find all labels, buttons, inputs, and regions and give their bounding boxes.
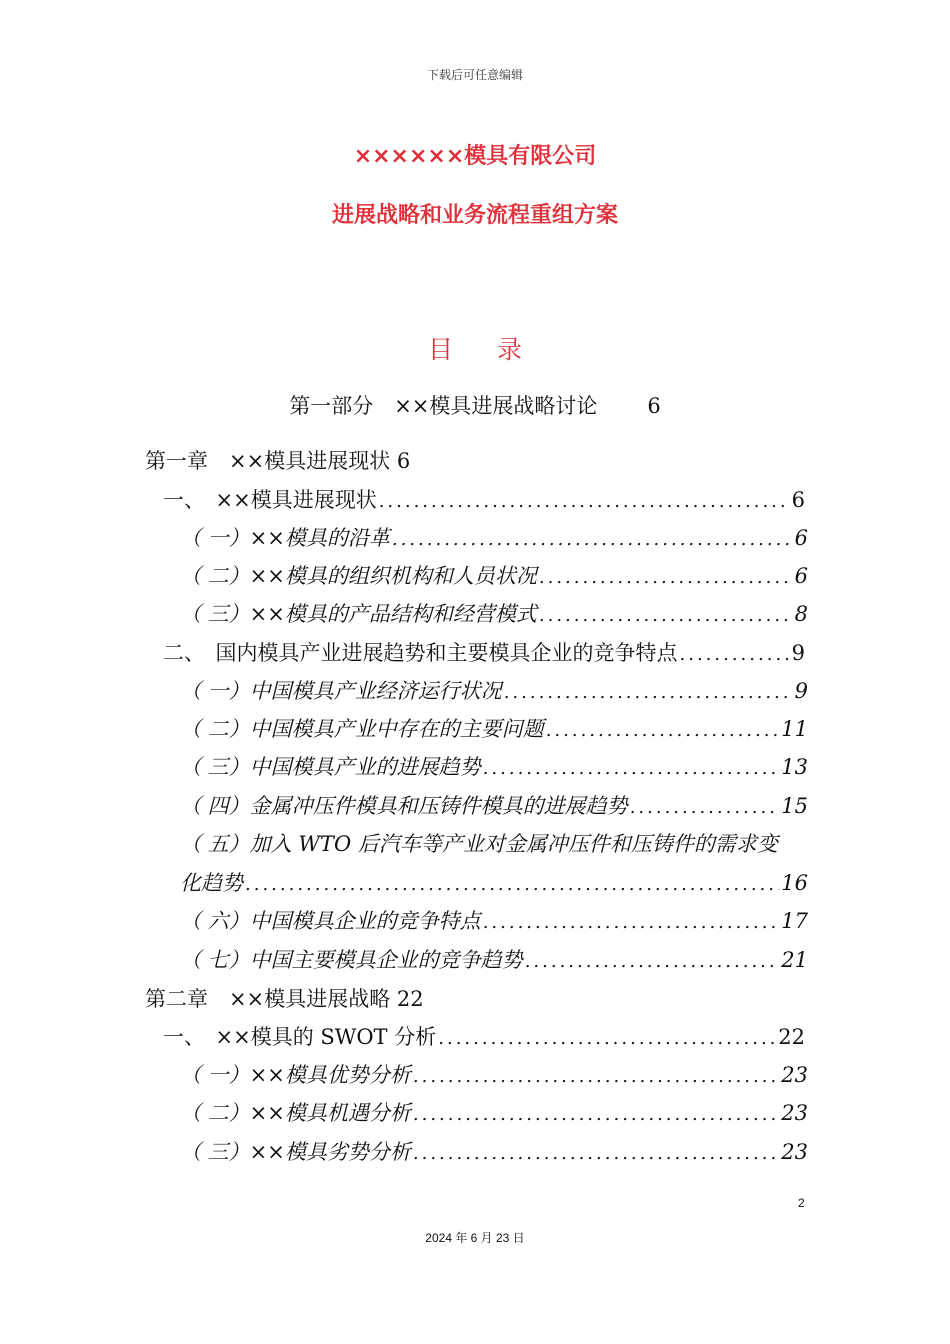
toc-leader-dots	[392, 526, 793, 554]
toc-entry-text: （ 二）中国模具产业中存在的主要问题	[180, 717, 544, 741]
toc-entry-page: 23	[781, 1101, 808, 1125]
toc-entry-page: 9	[791, 641, 805, 665]
toc-entry[interactable]	[163, 1023, 805, 1053]
toc-entry-text: （ 七）中国主要模具企业的竞争趋势	[180, 948, 523, 972]
toc-entry-page: 23	[781, 1140, 808, 1164]
toc-entry[interactable]	[180, 946, 808, 976]
toc-entry-page: 8	[794, 602, 808, 626]
toc-entry-page: 9	[794, 679, 808, 703]
toc-entry-text: （ 二）××模具的组织机构和人员状况	[180, 564, 537, 588]
toc-entry-text: 二、 国内模具产业进展趋势和主要模具企业的竞争特点	[163, 641, 678, 665]
toc-entry[interactable]	[180, 562, 808, 592]
toc-entry-page: 13	[781, 755, 808, 779]
toc-leader-dots	[680, 641, 790, 669]
toc-leader-dots	[413, 1063, 779, 1091]
toc-entry-text: （ 三）××模具劣势分析	[180, 1140, 411, 1164]
toc-entry-page: 6	[794, 564, 808, 588]
toc-entry-text: （ 四）金属冲压件模具和压铸件模具的进展趋势	[180, 794, 628, 818]
toc-leader-dots	[630, 794, 780, 822]
toc-entry[interactable]	[180, 792, 808, 822]
toc-entry-text: 一、 ××模具的 SWOT 分析	[163, 1025, 437, 1049]
toc-entry[interactable]	[180, 907, 808, 937]
toc-leader-dots	[245, 871, 779, 899]
toc-entry[interactable]	[180, 715, 808, 745]
toc-entry-text: （ 一）××模具优势分析	[180, 1063, 411, 1087]
toc-entry[interactable]	[180, 1061, 808, 1091]
toc-entry[interactable]	[180, 1138, 808, 1168]
footer-date: 2024 年 6 月 23 日	[425, 1231, 525, 1245]
toc-entry-page: 21	[781, 948, 808, 972]
toc-entry-page: 17	[781, 909, 808, 933]
toc-entry-page: 22	[778, 1025, 805, 1049]
toc-entry-text: 一、 ××模具进展现状	[163, 488, 377, 512]
toc-leader-dots	[546, 717, 780, 745]
toc-entry[interactable]	[180, 1099, 808, 1129]
toc-entry[interactable]	[180, 753, 808, 783]
toc-leader-dots	[525, 948, 780, 976]
toc-entry[interactable]	[163, 486, 805, 516]
toc-entry-page: 15	[781, 794, 808, 818]
toc-entry-text: （ 三）××模具的产品结构和经营模式	[180, 602, 537, 626]
toc-leader-dots	[379, 488, 790, 516]
toc-leader-dots	[483, 755, 780, 783]
toc-entry[interactable]	[180, 869, 808, 899]
toc-entry-page: 6	[791, 488, 805, 512]
page-number: 2	[798, 1196, 805, 1210]
toc-leader-dots	[483, 909, 780, 937]
toc-entry-page: 6	[794, 526, 808, 550]
toc-entry[interactable]	[180, 677, 808, 707]
toc-entry-page: 23	[781, 1063, 808, 1087]
toc-entry-page: 16	[781, 871, 808, 895]
toc-entry-page: 11	[781, 717, 808, 741]
toc-heading: 目录	[427, 335, 566, 364]
toc-part-page: 6	[647, 394, 661, 418]
plan-title: 进展战略和业务流程重组方案	[331, 203, 618, 228]
toc-entry-text: （ 一）××模具的沿革	[180, 526, 390, 550]
toc-entry[interactable]	[163, 639, 805, 669]
toc-chapter-1[interactable]: 第一章 ××模具进展现状 6	[145, 449, 411, 473]
toc-leader-dots	[413, 1140, 779, 1168]
toc-entry-text: （ 六）中国模具企业的竞争特点	[180, 909, 481, 933]
toc-leader-dots	[438, 1025, 776, 1053]
header-note: 下载后可任意编辑	[426, 68, 523, 82]
toc-chapter-2[interactable]: 第二章 ××模具进展战略 22	[145, 987, 424, 1011]
toc-part[interactable]	[0, 390, 950, 420]
toc-leader-dots	[413, 1101, 779, 1129]
toc-part-label: 第一部分 ××模具进展战略讨论	[289, 394, 598, 418]
company-title: ××××××模具有限公司	[353, 144, 597, 169]
toc-entry[interactable]	[180, 524, 808, 554]
toc-leader-dots	[539, 602, 793, 630]
toc-entry-text: （ 一）中国模具产业经济运行状况	[180, 679, 502, 703]
toc-entry-text: 化趋势	[180, 871, 243, 895]
toc-entry-wrapped-line1[interactable]: （ 五）加入 WTO 后汽车等产业对金属冲压件和压铸件的需求变	[180, 832, 778, 856]
toc-entry-text: （ 二）××模具机遇分析	[180, 1101, 411, 1125]
toc-leader-dots	[539, 564, 793, 592]
toc-entry-text: （ 三）中国模具产业的进展趋势	[180, 755, 481, 779]
toc-entry[interactable]	[180, 600, 808, 630]
toc-leader-dots	[504, 679, 793, 707]
